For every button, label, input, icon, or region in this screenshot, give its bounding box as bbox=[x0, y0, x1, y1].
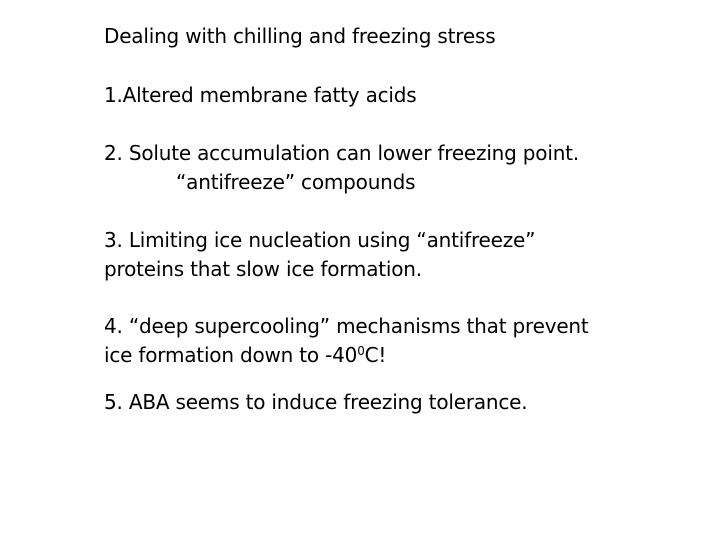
list-item-4-continuation bbox=[104, 341, 386, 370]
list-item-4: 4. “deep supercooling” mechanisms that prevent bbox=[104, 314, 589, 338]
list-item-2-subline: “antifreeze” compounds bbox=[176, 170, 416, 194]
slide-title: Dealing with chilling and freezing stress bbox=[104, 24, 496, 48]
list-item-5: 5. ABA seems to induce freezing tolerance. bbox=[104, 390, 528, 414]
list-item-1: 1.Altered membrane fatty acids bbox=[104, 83, 417, 107]
list-item-3: 3. Limiting ice nucleation using “antifreeze” bbox=[104, 228, 536, 252]
list-item-4-text-before: ice formation down to -40 bbox=[104, 343, 358, 367]
degree-superscript: 0 bbox=[357, 344, 365, 358]
list-item-3-continuation: proteins that slow ice formation. bbox=[104, 257, 422, 281]
list-item-2: 2. Solute accumulation can lower freezing point. bbox=[104, 141, 579, 165]
list-item-4-text-after: C! bbox=[364, 343, 387, 367]
